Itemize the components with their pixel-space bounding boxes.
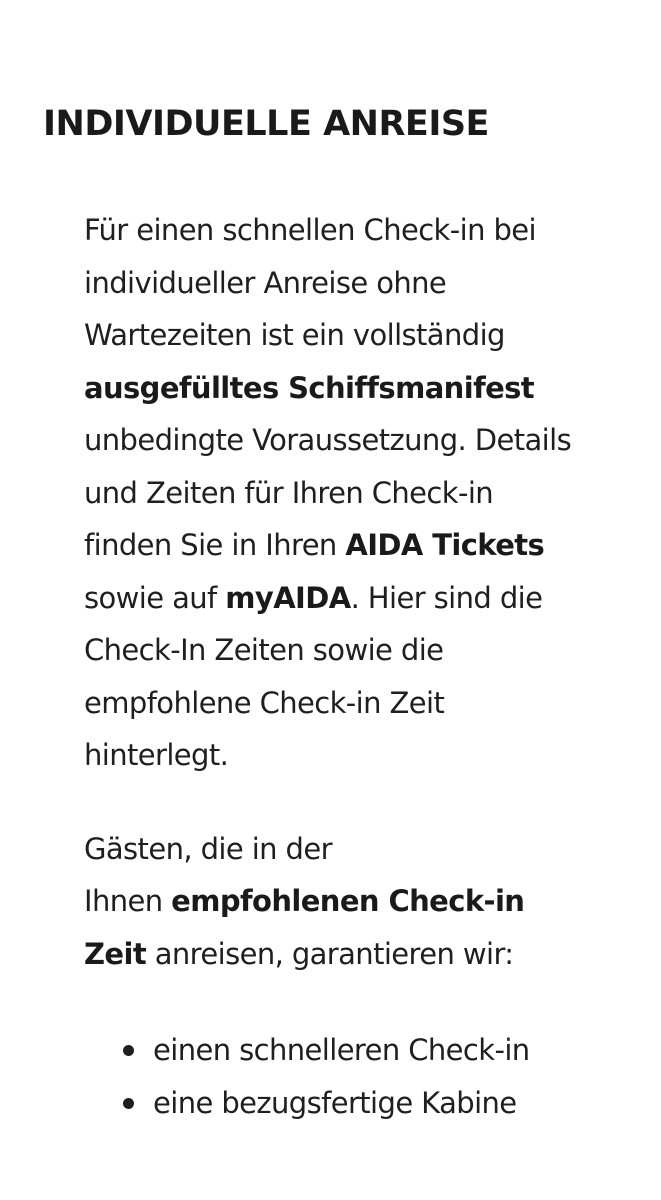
section-heading: INDIVIDUELLE ANREISE: [43, 104, 489, 144]
article-body: [84, 204, 644, 1129]
paragraph-line: hinterlegt.: [84, 738, 229, 772]
paragraph-line: [84, 519, 644, 572]
paragraph-spacer: [84, 782, 644, 823]
paragraph-line: Für einen schnellen Check-in bei: [84, 213, 536, 247]
aida-tickets-emphasis: AIDA Tickets: [345, 528, 545, 562]
paragraph-line: individueller Anreise ohne: [84, 265, 447, 300]
paragraph-line: und Zeiten für Ihren Check-in: [84, 475, 494, 510]
ship-manifest-emphasis: ausgefülltes Schiffsmanifest: [84, 370, 535, 405]
list-item: [83, 1077, 644, 1130]
paragraph-line: [84, 875, 644, 928]
check-in-paragraph: [84, 204, 644, 782]
guarantee-paragraph: [84, 823, 644, 981]
line-text: sowie auf: [84, 580, 226, 615]
benefits-list: [84, 1024, 644, 1129]
paragraph-line: Gästen, die in der: [84, 831, 332, 866]
bullet-icon: [123, 1098, 134, 1109]
line-text: Ihnen: [84, 884, 172, 918]
paragraph-spacer: [84, 980, 644, 1024]
paragraph-line: empfohlene Check-in Zeit: [84, 685, 445, 720]
paragraph-line: Wartezeiten ist ein vollständig: [84, 318, 505, 352]
line-text: anreisen, garantieren wir:: [146, 936, 514, 971]
paragraph-line: [84, 362, 644, 415]
myaida-emphasis: myAIDA: [225, 580, 351, 615]
list-item-text: einen schnelleren Check-in: [153, 1033, 530, 1067]
bullet-icon: [123, 1045, 134, 1056]
line-text: . Hier sind die: [350, 580, 543, 615]
paragraph-line: Check-In Zeiten sowie die: [84, 633, 444, 667]
list-item: [83, 1024, 644, 1077]
paragraph-line: [84, 572, 644, 625]
list-item-text: eine bezugsfertige Kabine: [153, 1085, 517, 1120]
recommended-time-emphasis: Zeit: [84, 936, 147, 971]
paragraph-line: unbedingte Voraussetzung. Details: [84, 423, 572, 457]
recommended-time-emphasis: empfohlenen Check-in: [171, 884, 525, 918]
line-text: finden Sie in Ihren: [84, 528, 346, 562]
paragraph-line: [84, 928, 644, 981]
